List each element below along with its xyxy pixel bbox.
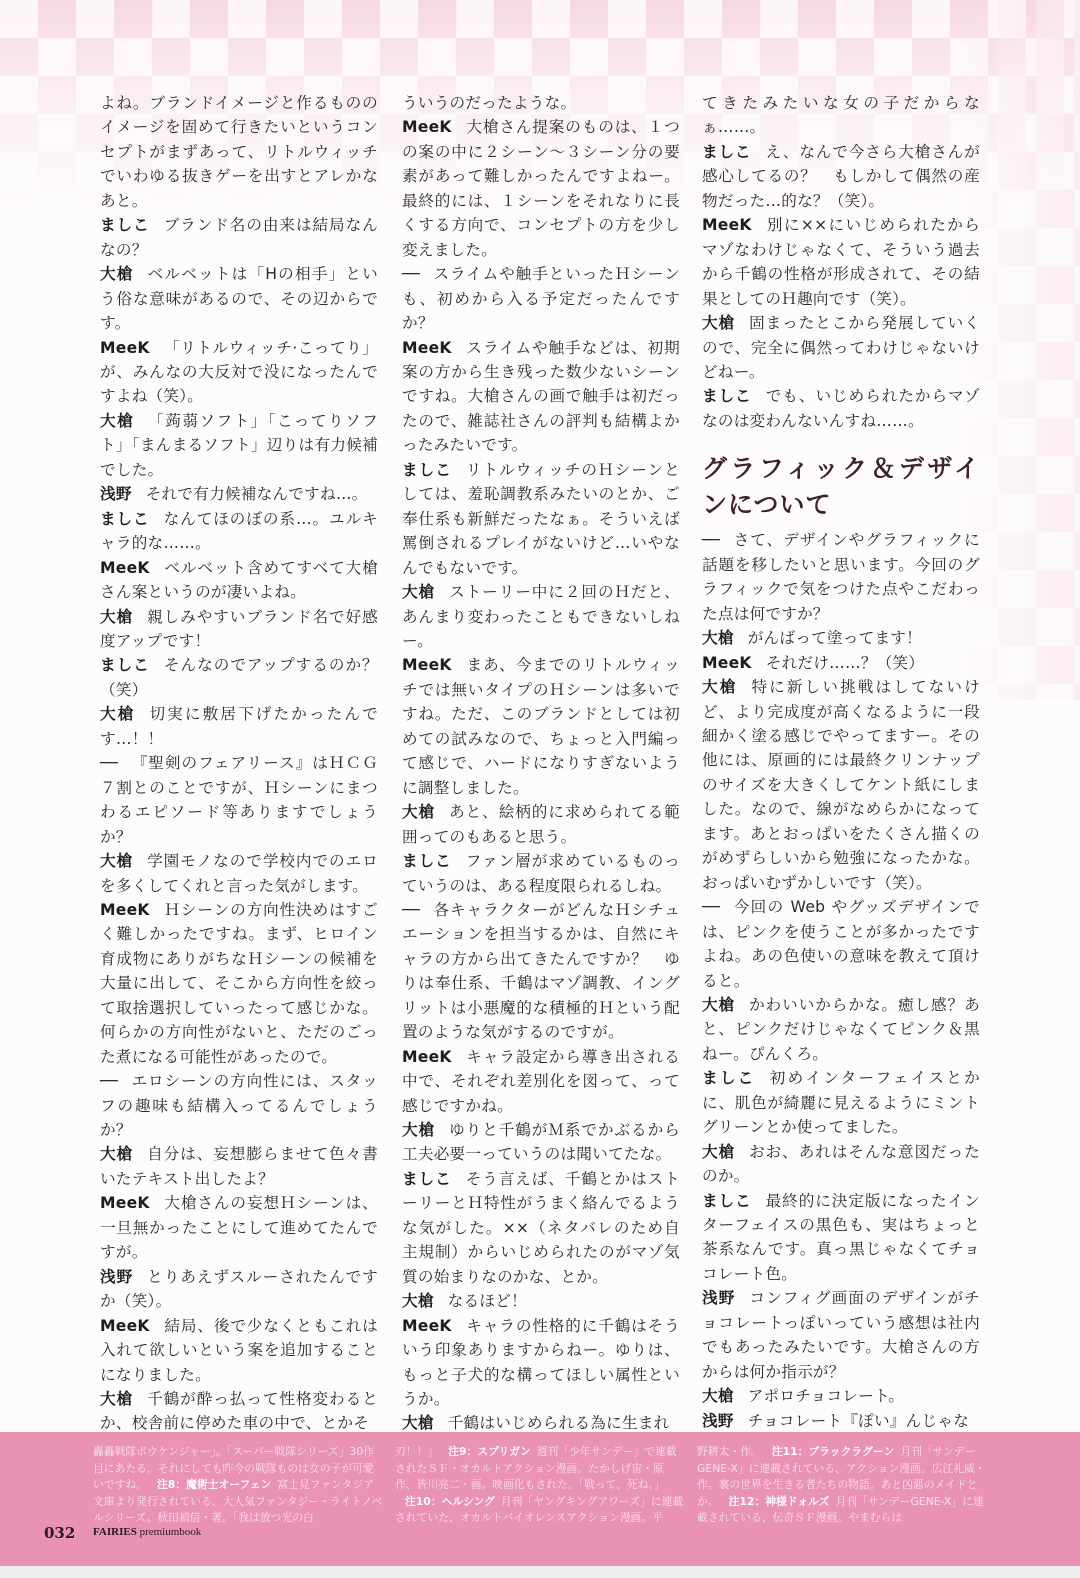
speaker-name: 大槍 [100, 705, 136, 724]
dialogue-text: ベルベット含めてすべて大槍さん案というのが凄いよね。 [100, 558, 378, 602]
speaker-name: ましこ [702, 142, 752, 161]
dialogue-paragraph [402, 800, 680, 849]
dialogue-paragraph [100, 556, 378, 605]
dialogue-paragraph [100, 898, 378, 1069]
dialogue-paragraph [402, 1045, 680, 1118]
dialogue-paragraph [100, 409, 378, 482]
speaker-name: MeeK [402, 1047, 452, 1066]
dialogue-text: ゆりと千鶴がＭ系でかぶるから工夫必要一っていうのは聞いてたな。 [402, 1121, 680, 1164]
dialogue-paragraph [702, 1066, 980, 1139]
dialogue-paragraph [100, 751, 378, 849]
footnote-label: 注11：ブラックラグーン [771, 1445, 895, 1458]
speaker-name: 大槍 [402, 803, 436, 822]
dialogue-text: 「蒟蒻ソフト」「こってりソフト」「まんまるソフト」辺りは有力候補でした。 [100, 411, 378, 479]
dialogue-text: ストーリー中に２回のＨだと、あんまり変わったこともできないしねー。 [402, 583, 680, 650]
footnote-text: 野耕太・作。 [697, 1445, 762, 1458]
speaker-name: MeeK [702, 216, 752, 235]
book-title-rest: premiumbook [136, 1526, 202, 1538]
article-column-3 [702, 91, 980, 1433]
interviewer-dash: ── [702, 531, 719, 550]
speaker-name: 大槍 [100, 1145, 134, 1164]
dialogue-text: がんばって塗ってます！ [747, 629, 922, 648]
dialogue-text: 親しみやすいブランド名で好感度アップです！ [100, 607, 378, 650]
footnote-column-1 [93, 1444, 383, 1527]
dialogue-text: ファン層が求めているものっていうのは、ある程度限られるしね。 [402, 852, 680, 895]
speaker-name: 大槍 [702, 678, 738, 697]
dialogue-paragraph [702, 213, 980, 311]
dialogue-paragraph [402, 1314, 680, 1412]
speaker-name: 浅野 [100, 485, 132, 504]
dialogue-text: でも、いじめられたからマゾなのは変わんないんすね……。 [702, 387, 980, 430]
speaker-name: ましこ [702, 1069, 756, 1088]
speaker-name: 大槍 [402, 1292, 434, 1311]
dialogue-paragraph [402, 580, 680, 653]
footnote-text: 週刊「少年サンデー」で連載されたＳＦ・オカルトアクション漫画。たかしげ宙・原作、皆川亮二・画。映画化もされた。「戦って、死ね。」 [395, 1445, 677, 1491]
speaker-name: MeeK [702, 653, 752, 672]
dialogue-text: チョコレート『ぽい』んじゃな [747, 1411, 970, 1430]
interviewer-dash: ── [100, 1072, 117, 1091]
footnote-text: 轟轟戦隊ボウケンジャー」。「スーパー戦隊シリーズ」30作目にあたる。それにしても昨今の戦隊ものは女の子が可愛いですね。 [93, 1445, 375, 1491]
dialogue-paragraph [702, 993, 980, 1066]
footnote-text: 月刊「サンデーGENE-X」に連載されている、アクション漫画。広江礼威・作。裏の世界を生きる者たちの物語。あと凶悪のメイドとか。 [697, 1445, 986, 1508]
dialogue-paragraph [100, 1387, 378, 1436]
dialogue-text: 大槍さん提案のものは、１つの案の中に２シーン〜３シーン分の要素があって難しかったんですよねー。最終的には、１シーンをそれなりに長くする方向で、コンセプトの方を少し変えました。 [402, 118, 680, 259]
dialogue-text: スライムや触手といったＨシーンも、初めから入る予定だったんですか？ [402, 265, 680, 333]
dialogue-text: さて、デザインやグラフィックに話題を移したいと思います。今回のグラフィックで気をつけた点やこだわった点は何ですか？ [702, 531, 980, 623]
dialogue-paragraph [100, 1069, 378, 1142]
dialogue-text: 最終的に決定版になったインターフェイスの黒色も、実はちょっと茶系なんです。真っ黒じゃなくてチョコレート色。 [702, 1191, 980, 1283]
dialogue-paragraph [100, 605, 378, 654]
dialogue-text: リトルウィッチのＨシーンとしては、羞恥調教系みたいのとか、ご奉仕系も新鮮だったなぁ。そういえば罵倒されるプレイがないけど…いやなんでもないです。 [402, 460, 680, 577]
dialogue-paragraph [702, 1189, 980, 1287]
dialogue-paragraph [100, 482, 378, 506]
dialogue-paragraph [100, 849, 378, 898]
dialogue-paragraph [702, 1140, 980, 1189]
dialogue-text: 切実に敷居下げたかったんです…！！ [100, 705, 378, 748]
dialogue-text: かわいいからかな。癒し感？あと、ピンクだけじゃなくてピンク＆黒ねー。ぴんくろ。 [702, 995, 980, 1063]
dialogue-paragraph [100, 1265, 378, 1314]
dialogue-text: スライムや触手などは、初期案の方から生き残った数少ないシーンですね。大槍さんの画で触手は初だったので、雑誌社さんの評判も結構よかったみたいです。 [402, 338, 680, 455]
dialogue-text: そんなのでアップするのか？（笑） [100, 656, 378, 699]
dialogue-text: そう言えば、千鶴とかはストーリーとＨ特性がうまく絡んでるような気がした。××（ネタバレのため自主規制）からいじめられたのがマゾ気質の始まりなのかな、とか。 [402, 1169, 680, 1286]
dialogue-text: それだけ……？（笑） [765, 653, 925, 672]
dialogue-text: ブランド名の由来は結局なんなの？ [100, 216, 378, 259]
footnote-text: 刃！！」 [395, 1445, 439, 1458]
dialogue-paragraph [402, 1289, 680, 1313]
speaker-name: 大槍 [702, 1142, 736, 1161]
dialogue-text: 各キャラクターがどんなＨシチュエーションを担当するかは、自然にキャラの方から出てきたんですか？ ゆりは奉仕系、千鶴はマゾ調教、イングリットは小悪魔的な積極的Ｈという配置のような気がするのですが。 [402, 900, 680, 1042]
dialogue-text: え、なんで今さら大槍さんが感心してるの？ もしかして偶然の産物だった…的な？（笑）。 [702, 142, 980, 210]
interviewer-dash: ── [402, 900, 419, 919]
dialogue-text: よね。ブランドイメージと作るもののイメージを固めて行きたいというコンセプトがまずあって、リトルウィッチでいわゆる抜きゲーを出すとアレかなあと。 [100, 94, 378, 210]
speaker-name: 大槍 [100, 852, 134, 871]
speaker-name: 大槍 [100, 607, 134, 626]
speaker-name: 大槍 [702, 629, 734, 648]
speaker-name: 大槍 [100, 1390, 134, 1409]
footnote-label: 注10：ヘルシング [405, 1494, 495, 1508]
dialogue-text: 今回の Web やグッズデザインでは、ピンクを使うことが多かったですよね。あの色使いの意味を教えて頂けると。 [702, 898, 980, 990]
dialogue-paragraph [100, 1314, 378, 1387]
dialogue-text: おお、あれはそんな意図だったのか。 [702, 1142, 980, 1186]
interviewer-dash: ── [402, 265, 419, 284]
dialogue-text: 千鶴はいじめられる為に生まれ [447, 1414, 670, 1433]
speaker-name: 浅野 [702, 1411, 734, 1430]
dialogue-paragraph [402, 653, 680, 800]
dialogue-text: とりあえずスルーされたんですか（笑）。 [100, 1267, 378, 1311]
page-number: 032 [44, 1524, 76, 1542]
speaker-name: 大槍 [702, 314, 736, 333]
speaker-name: MeeK [402, 1316, 452, 1335]
dialogue-text: Ｈシーンの方向性決めはすごく難しかったですね。まず、ヒロイン育成物にありがちなＨシーンの候補を大量に出して、そこから方向性を絞って取捨選択していったって感じかな。何らかの方向性がないと、ただのごった煮になる可能性があったので。 [100, 900, 378, 1066]
speaker-name: 大槍 [100, 265, 134, 284]
speaker-name: ましこ [702, 1191, 752, 1210]
dialogue-text: まあ、今までのリトルウィッチでは無いタイプのＨシーンは多いですね。ただ、このブランドとしては初めての試みなので、ちょっと入門編って感じで、ハードになりすぎないように調整しました。 [402, 656, 680, 797]
dialogue-text: コンフィグ画面のデザインがチョコレートっぽいっていう感想は社内でもあったみたいです。大槍さんの方からは何か指示が？ [702, 1289, 980, 1381]
dialogue-paragraph [702, 1384, 980, 1408]
dialogue-paragraph [702, 311, 980, 384]
dialogue-text: キャラ設定から導き出される中で、それぞれ差別化を図って、って感じですかね。 [402, 1047, 680, 1115]
dialogue-text: エロシーンの方向性には、スタッフの趣味も結構入ってるんでしょうか？ [100, 1072, 378, 1140]
dialogue-paragraph [402, 91, 680, 115]
speaker-name: ましこ [402, 852, 452, 871]
dialogue-paragraph [702, 91, 980, 140]
dialogue-text: てきたみたいな女の子だからなぁ……。 [702, 94, 980, 137]
interviewer-dash: ── [100, 754, 117, 773]
speaker-name: MeeK [100, 1316, 150, 1335]
dialogue-paragraph [702, 1286, 980, 1384]
speaker-name: MeeK [100, 900, 150, 919]
dialogue-text: アポロチョコレート。 [747, 1387, 905, 1406]
speaker-name: MeeK [402, 338, 452, 357]
dialogue-paragraph [402, 115, 680, 262]
dialogue-paragraph [702, 384, 980, 433]
article-column-1 [100, 91, 378, 1436]
speaker-name: ましこ [100, 656, 150, 675]
dialogue-paragraph [402, 849, 680, 898]
dialogue-paragraph [100, 1142, 378, 1191]
dialogue-text: 「リトルウィッチ·こってり」が、みんなの大反対で没になったんですよね（笑）。 [100, 338, 378, 406]
dialogue-text: 大槍さんの妄想Ｈシーンは、一旦無かったことにして進めてたんですが。 [100, 1194, 378, 1262]
dialogue-text: 特に新しい挑戦はしてないけど、より完成度が高くなるように一段細かく塗る感じでやってますー。その他には、原画的には最終クリンナップのサイズを大きくしてケント紙にしました。なので、線がなめらかになってます。あとおっぱいをたくさん描くのがめずらしいから勉強になったかな。おっぱいむずかしいです（笑）。 [702, 678, 980, 892]
footnote-label: 注8：魔術士オーフェン [156, 1478, 272, 1491]
speaker-name: ましこ [402, 1169, 452, 1188]
footnote-column-3 [697, 1444, 987, 1527]
dialogue-text: 別に××にいじめられたからマゾなわけじゃなくて、そういう過去から千鶴の性格が形成されて、その結果としてのＨ趣向です（笑）。 [702, 216, 980, 308]
speaker-name: MeeK [100, 1194, 150, 1213]
dialogue-paragraph [702, 626, 980, 650]
footnotes-band [0, 1432, 1080, 1566]
dialogue-paragraph [702, 651, 980, 675]
footnote-text: 月刊「サンデーGENE-X」に連載されている、伝奇ＳＦ漫画。やまむらは [697, 1494, 984, 1524]
speaker-name: 大槍 [702, 1387, 734, 1406]
dialogue-text: なるほど！ [447, 1292, 527, 1311]
book-title-bold: FAIRIES [93, 1526, 137, 1538]
footnote-text: 月刊「ヤングキングアワーズ」に連載されていた、オカルトバイオレンスアクション漫画。平 [395, 1494, 684, 1524]
dialogue-paragraph [702, 528, 980, 626]
speaker-name: ましこ [702, 387, 752, 406]
section-heading: グラフィック＆デザインについて [702, 454, 980, 520]
dialogue-paragraph [100, 336, 378, 409]
dialogue-text: 学園モノなので学校内でのエロを多くしてくれと言った気がします。 [100, 852, 378, 895]
speaker-name: 大槍 [402, 583, 436, 602]
speaker-name: ましこ [100, 509, 150, 528]
interviewer-dash: ── [702, 898, 719, 917]
dialogue-paragraph [100, 653, 378, 702]
dialogue-text: ベルベットは「Hの相手」という俗な意味があるので、その辺からです。 [100, 265, 378, 333]
speaker-name: MeeK [402, 118, 452, 137]
dialogue-paragraph [100, 213, 378, 262]
dialogue-paragraph [402, 898, 680, 1045]
footnote-label: 注12：神様ドォルズ [728, 1494, 830, 1508]
dialogue-text: 結局、後で少なくともこれは入れて欲しいという案を追加することになりました。 [100, 1316, 378, 1384]
dialogue-text: 固まったとこから発展していくので、完全に偶然ってわけじゃないけどねー。 [702, 314, 980, 381]
dialogue-paragraph [702, 675, 980, 895]
dialogue-paragraph [100, 262, 378, 335]
speaker-name: MeeK [402, 656, 452, 675]
dialogue-text: 自分は、妄想膨らませて色々書いたテキスト出したよ？ [100, 1145, 378, 1188]
dialogue-text: キャラの性格的に千鶴はそういう印象ありますからねー。ゆりは、もっと子犬的な構ってほしい属性というか。 [402, 1316, 680, 1409]
dialogue-paragraph [402, 1167, 680, 1289]
dialogue-paragraph [402, 262, 680, 335]
speaker-name: 大槍 [100, 411, 135, 430]
speaker-name: ましこ [100, 216, 150, 235]
dialogue-text: 『聖剣のフェアリース』はＨＣＧ７割とのことですが、Ｈシーンにまつわるエピソード等ありますでしょうか？ [100, 754, 378, 846]
speaker-name: 大槍 [402, 1414, 434, 1433]
speaker-name: ましこ [402, 460, 452, 479]
dialogue-paragraph [100, 702, 378, 751]
speaker-name: MeeK [100, 338, 150, 357]
speaker-name: 大槍 [702, 995, 736, 1014]
speaker-name: MeeK [100, 558, 150, 577]
book-title [93, 1526, 201, 1538]
dialogue-paragraph [100, 1191, 378, 1264]
dialogue-paragraph [100, 507, 378, 556]
dialogue-text: 千鶴が酔っ払って性格変わるとか、校舎前に停めた車の中で、とかそ [100, 1390, 378, 1433]
dialogue-paragraph [702, 1409, 980, 1433]
article-column-2 [402, 91, 680, 1436]
speaker-name: 大槍 [402, 1121, 436, 1140]
dialogue-paragraph [402, 1118, 680, 1167]
footnote-text: 富士見ファンタジア文庫より発行されている、大人気ファンタジー・ライトノベルシリーズ。秋田禎信・著。「我は放つ光の白 [93, 1478, 383, 1524]
dialogue-text: それで有力候補なんですね…。 [145, 485, 368, 504]
speaker-name: 浅野 [702, 1289, 736, 1308]
speaker-name: 浅野 [100, 1267, 134, 1286]
footnote-column-2 [395, 1444, 685, 1527]
dialogue-paragraph [402, 336, 680, 458]
dialogue-paragraph [702, 140, 980, 213]
dialogue-text: なんてほのぼの系…。ユルキャラ的な……。 [100, 509, 378, 553]
dialogue-text: ういうのだったような。 [402, 94, 577, 112]
dialogue-paragraph [100, 91, 378, 213]
dialogue-paragraph [402, 458, 680, 580]
dialogue-text: あと、絵柄的に求められてる範囲ってのもあると思う。 [402, 803, 680, 846]
page-edge [0, 1566, 1080, 1578]
footnote-label: 注9：スプリガン [448, 1445, 531, 1458]
dialogue-paragraph [702, 895, 980, 993]
dialogue-text: 初めインターフェイスとかに、肌色が綺麗に見えるようにミントグリーンとか使ってました。 [702, 1069, 980, 1137]
